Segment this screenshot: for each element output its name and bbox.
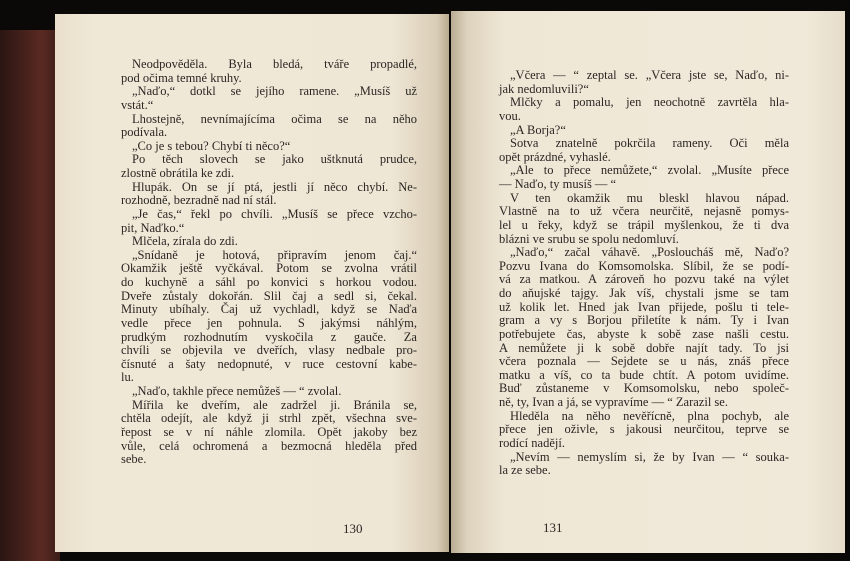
text-line: rozhodně, bezradně nad ní stál. (121, 193, 277, 208)
text-line: „Naďo,“ začal váhavě. „Posloucháš mě, Naďo? (510, 245, 789, 260)
text-line: opět prázdné, vyhaslé. (499, 149, 611, 164)
text-line: matku a víš, co ta bude chtít. A potom uvidíme. (499, 367, 789, 382)
text-line: vou. (499, 108, 521, 123)
text-line: pod očima temné kruhy. (121, 70, 242, 85)
text-line: rodící nadějí. (499, 435, 565, 450)
text-line: Mlčky a pomalu, jen neochotně zavrtěla hla- (510, 95, 789, 110)
text-line: Sotva znatelně pokrčila rameny. Oči měla (510, 136, 789, 151)
text-line: podívala. (121, 125, 168, 140)
text-line: do kuchyně a sáhl po konvici s horkou vodou. (121, 275, 417, 289)
text-line: vedle přece jen pohnula. S jakýmsi náhlým, (121, 315, 417, 330)
text-line: — Naďo, ty musíš — “ (499, 177, 617, 191)
text-line: „Snídaně je hotová, připravím jenom čaj.“ (132, 247, 417, 262)
text-line: Dveře zůstaly dokořán. Slil čaj a sedl si, čekal. (121, 288, 417, 303)
text-line: Buď zůstaneme v Komsomolsku, nebo společ- (499, 381, 789, 396)
text-line: vůle, celá ochromená a bezmocná hleděla před (121, 438, 417, 453)
text-line: vstát.“ (121, 97, 154, 112)
text-line: V ten okamžik mu bleskl hlavou nápad. (510, 190, 789, 205)
text-line: „A Borja?“ (510, 122, 566, 137)
text-line: „Ale to přece nemůžete,“ zvolal. „Musíte přece (510, 163, 789, 178)
page-text (121, 58, 417, 467)
text-line: vá za matkou. A zároveň ho pozvu také na výlet (499, 272, 789, 287)
text-line: la ze sebe. (499, 463, 551, 478)
text-line: „Včera — “ zeptal se. „Včera jste se, Naďo, ni- (510, 68, 789, 82)
right-page (451, 11, 845, 553)
text-line: Hlupák. On se jí ptá, jestli jí něco chybí. Ne- (132, 179, 417, 194)
text-line: „Je čas,“ řekl po chvíli. „Musíš se přece vzcho- (132, 206, 417, 221)
text-line: „Co je s tebou? Chybí ti něco?“ (132, 138, 291, 153)
text-line: prudkým rozhodnutím vyskočila z gauče. Za (121, 329, 417, 344)
text-line: do aňujské tajgy. Jak víš, chystali jsme se tam (499, 286, 789, 300)
text-line: Vlastně na to už včera neurčitě, nejasně pomys- (499, 204, 789, 219)
text-line: Neodpověděla. Byla bledá, tváře propadlé, (132, 57, 417, 71)
text-line: gram a vy s Borjou přiletíte k nám. Ty i Ivan (499, 313, 789, 328)
text-line: Lhostejně, nevnímajícíma očima se na něho (132, 111, 417, 126)
text-line: chvíli se objevila ve dveřích, vlasy nedbale pro- (121, 343, 417, 358)
left-page (55, 14, 449, 552)
text-line: „Nevím — nemyslím si, že by Ivan — “ souka- (510, 449, 789, 464)
page-number: 131 (543, 520, 563, 535)
text-line: Po těch slovech se jako uštknutá prudce, (132, 152, 417, 167)
text-line: lu. (121, 370, 134, 385)
text-line: „Naďo, takhle přece nemůžeš — “ zvolal. (132, 384, 342, 398)
text-line: Mířila ke dveřím, ale zadržel ji. Bránila se, (132, 397, 417, 412)
text-line: pit, Naďko.“ (121, 220, 185, 235)
text-line: potřebujete čas, abyste k sobě zase našli cestu. (499, 326, 789, 341)
text-line: už kolik let. Hned jak Ivan přijede, pošlu ti tele- (499, 299, 789, 314)
text-line: čísnuté a šaty nedopnuté, v ruce cestovní kabe- (121, 356, 417, 371)
text-line: jak nedomluvili?“ (499, 81, 589, 96)
text-line: sebe. (121, 452, 147, 467)
book-cover-edge (0, 30, 60, 561)
text-line: A nemůžete ji k sobě dobře najít tady. To jsi (499, 340, 789, 355)
text-line: přece jen oživle, s jakousi neurčitou, teprve se (499, 422, 789, 437)
text-line: „Naďo,“ dotkl se jejího ramene. „Musíš už (132, 84, 417, 99)
text-line: Pozvu Ivana do Komsomolska. Slíbil, že se podí- (499, 258, 789, 273)
text-line: Hleděla na něho nevěřícně, plna pochyb, ale (510, 408, 789, 423)
text-line: včera poznala — Sejdete se u nás, znáš přece (499, 354, 789, 369)
text-line: řepost se v ní náhle zlomila. Opět jakoby bez (121, 424, 417, 439)
text-line: lel u řeky, když se trápil myšlenkou, že ti dva (499, 217, 789, 232)
page-number: 130 (343, 521, 363, 536)
text-line: Minuty ubíhaly. Čaj už vychladl, když se Naďa (121, 302, 417, 317)
text-line: chtěla odejít, ale když ji strhl zpět, všechna sve- (121, 411, 417, 426)
text-line: ně, ty, Ivan a já, se vypravíme — “ Zarazil se. (499, 395, 728, 409)
text-line: blázni ve srubu se spolu nedomluví. (499, 231, 679, 246)
page-text (499, 69, 789, 478)
text-line: zlostně obrátila ke zdi. (121, 166, 235, 180)
text-line: Okamžik ještě vyčkával. Potom se zvolna vrátil (121, 261, 417, 276)
text-line: Mlčela, zírala do zdi. (132, 234, 238, 249)
